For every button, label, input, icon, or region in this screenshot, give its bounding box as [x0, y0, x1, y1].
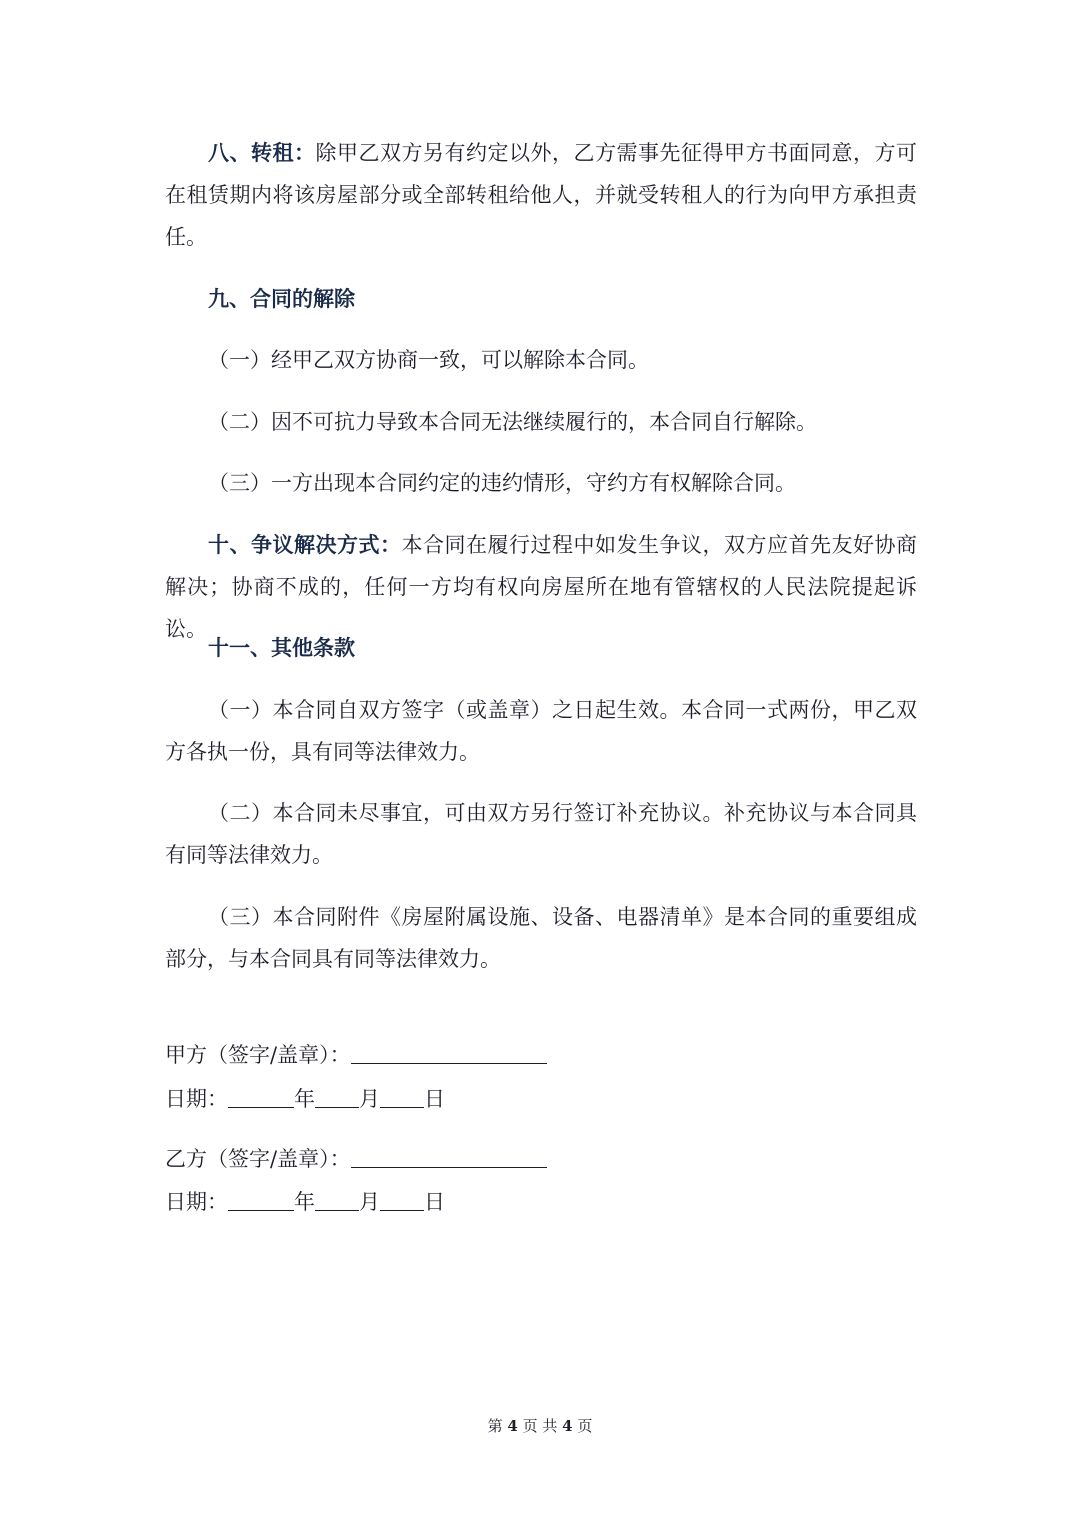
footer-middle: 页 共	[522, 1417, 558, 1435]
section-termination-heading: 九、合同的解除	[208, 286, 355, 311]
party-b-date	[165, 1181, 445, 1223]
footer-prefix: 第	[487, 1417, 503, 1435]
footer-page-number: 4	[507, 1417, 518, 1435]
party-a-date	[165, 1078, 445, 1120]
termination-item-2: （二）因不可抗力导致本合同无法继续履行的，本合同自行解除。	[208, 410, 817, 434]
day-label: 日	[424, 1190, 445, 1214]
party-a-year-blank[interactable]	[228, 1081, 294, 1108]
section-other-heading: 十一、其他条款	[208, 635, 355, 660]
party-b-signature-blank[interactable]	[351, 1141, 547, 1168]
section-sublease-heading: 八、转租：	[208, 140, 316, 165]
year-label: 年	[294, 1087, 315, 1111]
month-label: 月	[359, 1087, 380, 1111]
month-label: 月	[359, 1190, 380, 1214]
party-a-label: 甲方（签字/盖章）：	[165, 1043, 351, 1067]
other-item-1: （一）本合同自双方签字（或盖章）之日起生效。本合同一式两份，甲乙双方各执一份，具有同等法律效力。	[165, 698, 917, 764]
party-a-day-blank[interactable]	[380, 1081, 424, 1108]
party-b-signature	[165, 1138, 547, 1180]
footer-total-pages: 4	[562, 1417, 573, 1435]
day-label: 日	[424, 1087, 445, 1111]
party-b-label: 乙方（签字/盖章）：	[165, 1147, 351, 1171]
footer-suffix: 页	[577, 1417, 593, 1435]
party-a-signature	[165, 1034, 547, 1076]
date-label: 日期：	[165, 1087, 228, 1111]
section-sublease-text: 除甲乙双方另有约定以外，乙方需事先征得甲方书面同意，方可在租赁期内将该房屋部分或全部转租给他人，并就受转租人的行为向甲方承担责任。	[165, 141, 917, 249]
party-b-day-blank[interactable]	[380, 1184, 424, 1211]
section-dispute-text: 本合同在履行过程中如发生争议，双方应首先友好协商解决；协商不成的，任何一方均有权向房屋所在地有管辖权的人民法院提起诉讼。	[165, 533, 917, 641]
date-label: 日期：	[165, 1190, 228, 1214]
party-a-signature-blank[interactable]	[351, 1037, 547, 1064]
section-dispute-heading: 十、争议解决方式：	[208, 532, 402, 557]
section-sublease	[165, 132, 917, 258]
other-item-2: （二）本合同未尽事宜，可由双方另行签订补充协议。补充协议与本合同具有同等法律效力。	[165, 801, 917, 867]
page-footer	[0, 1415, 1080, 1436]
party-b-month-blank[interactable]	[315, 1184, 359, 1211]
party-b-year-blank[interactable]	[228, 1184, 294, 1211]
party-a-month-blank[interactable]	[315, 1081, 359, 1108]
termination-item-1: （一）经甲乙双方协商一致，可以解除本合同。	[208, 348, 649, 372]
year-label: 年	[294, 1190, 315, 1214]
termination-item-3: （三）一方出现本合同约定的违约情形，守约方有权解除合同。	[208, 471, 796, 495]
other-item-3: （三）本合同附件《房屋附属设施、设备、电器清单》是本合同的重要组成部分，与本合同具有同等法律效力。	[165, 905, 917, 971]
